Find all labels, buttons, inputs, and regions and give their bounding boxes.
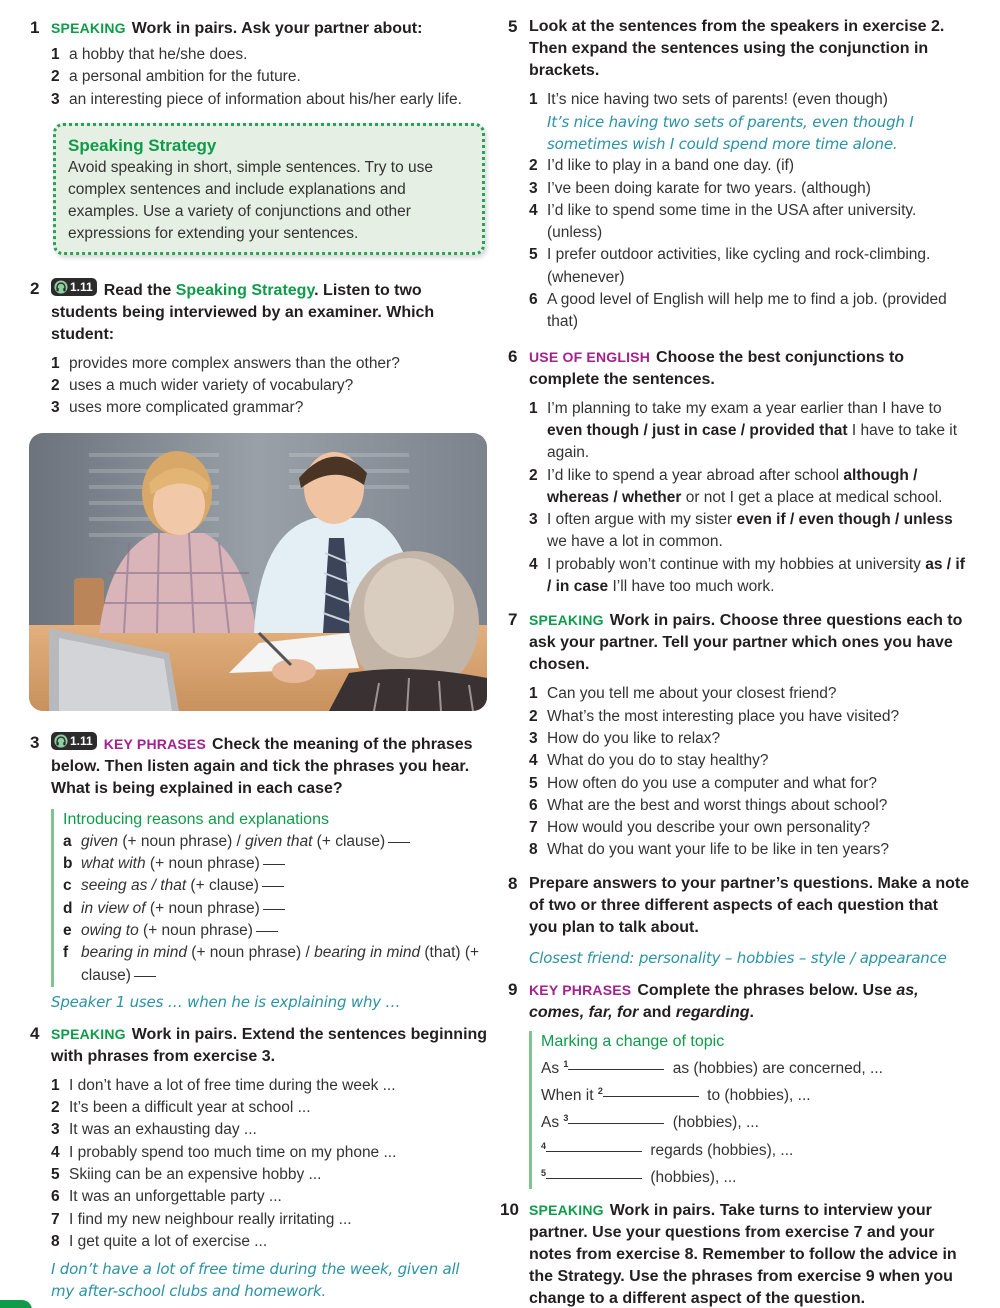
exercise-4-list [51, 1075, 492, 1253]
list-item: 1 I’m planning to take my exam a year earlier than I have to even though / just in case / provided that I have to take it again. [529, 399, 958, 462]
exercise-4 [30, 1023, 492, 1302]
list-item: 7 How would you describe your own personality? [529, 819, 871, 837]
list-item: a given (+ noun phrase) / given that (+ clause) [63, 831, 492, 853]
use-of-english-tag: USE OF ENGLISH [529, 348, 651, 365]
tick-blank[interactable] [256, 931, 278, 932]
exercise-instruction: Prepare answers to your partner’s questions. Make a note of two or three different aspects of each question that you plan to talk about. [529, 874, 970, 936]
key-phrases-box [51, 809, 492, 987]
list-item: 2 I’d like to spend a year abroad after school although / whereas / whether or not I get a place at medical school. [529, 466, 943, 506]
exercise-6 [508, 346, 970, 599]
exercise-instruction: Look at the sentences from the speakers in exercise 2. Then expand the sentences using the conjunction in brackets. [529, 18, 945, 79]
speaking-tag: SPEAKING [51, 1025, 126, 1042]
headphones-icon [54, 280, 68, 294]
exercise-2 [30, 278, 492, 420]
list-item: 2 It’s been a difficult year at school ... [51, 1099, 311, 1117]
exercise-6-list [529, 398, 970, 599]
answer-gap[interactable] [568, 1123, 664, 1124]
list-item: 2 uses a much wider variety of vocabulary? [51, 377, 354, 395]
exercise-number: 7 [508, 610, 518, 630]
conjunction-options[interactable]: even if / even though / unless [736, 511, 953, 529]
speaking-tag: SPEAKING [51, 20, 126, 36]
list-item: 1 provides more complex answers than the other? [51, 354, 400, 372]
list-item: 4 I’d like to spend some time in the USA after university. (unless) [529, 201, 917, 242]
exercise-2-list [51, 353, 492, 420]
list-item: 6 A good level of English will help me to find a job. (provided that) [529, 291, 947, 331]
list-item: 3 How do you like to relax? [529, 729, 721, 747]
speaking-tag: SPEAKING [529, 612, 604, 629]
phrase-row: As $^3$ (hobbies), ... [541, 1113, 759, 1132]
list-item: 6 What are the best and worst things about school? [529, 796, 888, 814]
key-phrases-list [63, 831, 492, 987]
exercise-instruction: SPEAKING Work in pairs. Ask your partner about: [51, 20, 423, 37]
exercise-number: 3 [30, 732, 40, 752]
list-item: 3 an interesting piece of information about his/her early life. [51, 90, 462, 108]
example-answer: I don’t have a lot of free time during the week, given all my after-school clubs and homework. [51, 1260, 460, 1301]
list-item: 4 I probably won’t continue with my hobbies at university as / if / in case I’ll have too much work. [529, 555, 965, 596]
list-item: f bearing in mind (+ noun phrase) / bearing in mind (that) (+ clause) [63, 944, 480, 984]
list-item: 3 I often argue with my sister even if / even though / unless we have a lot in common. [529, 511, 953, 551]
list-item: 3 I’ve been doing karate for two years. (although) [529, 179, 871, 197]
list-item: 3 It was an exhausting day ... [51, 1121, 257, 1139]
speaking-tag: SPEAKING [529, 1202, 604, 1219]
exercise-instruction: 1.11 KEY PHRASES Check the meaning of the phrases below. Then listen again and tick the phrases you hear. What is being explained in each case? [51, 733, 473, 797]
tick-blank[interactable] [388, 842, 410, 843]
right-column [500, 0, 970, 1308]
list-item: 5 I prefer outdoor activities, like cycling and rock-climbing. (whenever) [529, 246, 931, 286]
strategy-title: Speaking Strategy [68, 135, 217, 155]
interview-illustration [29, 433, 487, 711]
list-item: 3 uses more complicated grammar? [51, 399, 304, 417]
tick-blank[interactable] [263, 909, 285, 910]
exercise-1-list [51, 44, 492, 111]
interview-photo [29, 433, 487, 711]
key-phrases-title: Introducing reasons and explanations [63, 810, 329, 828]
exercise-9 [508, 979, 970, 1189]
list-item: 5 How often do you use a computer and what for? [529, 774, 878, 792]
list-item: 6 It was an unforgettable party ... [51, 1188, 282, 1206]
list-item: e owing to (+ noun phrase) [63, 920, 492, 942]
exercise-instruction: SPEAKING Work in pairs. Choose three questions each to ask your partner. Tell your partner which ones you have chosen. [529, 612, 963, 674]
list-item: 1 I don’t have a lot of free time during the week ... [51, 1076, 396, 1094]
exercise-instruction: 1.11 Read the Speaking Strategy. Listen to two students being interviewed by an examiner. Which student: [51, 279, 435, 343]
answer-gap[interactable] [546, 1151, 642, 1152]
tick-blank[interactable] [263, 864, 285, 865]
key-phrases-tag: KEY PHRASES [529, 981, 632, 998]
example-answer: It’s nice having two sets of parents, even though I sometimes wish I could spend more time alone. [547, 113, 914, 154]
strategy-body: Avoid speaking in short, simple sentences. Try to use complex sentences and include explanations and examples. Use a variety of conjunctions and other expressions for extending your sentences. [68, 158, 434, 242]
list-item: 2 a personal ambition for the future. [51, 68, 301, 86]
conjunction-options[interactable]: as / if / in case [547, 555, 965, 596]
exercise-number: 10 [500, 1200, 519, 1220]
exercise-number: 2 [30, 278, 40, 298]
exercise-number: 1 [30, 18, 40, 37]
list-item: 1 a hobby that he/she does. [51, 46, 248, 63]
phrase-row: As $^1$ as (hobbies) are concerned, ... [541, 1058, 883, 1077]
tick-blank[interactable] [262, 886, 284, 887]
phrase-row: $^4$ regards (hobbies), ... [541, 1140, 794, 1159]
phrase-row: $^5$ (hobbies), ... [541, 1167, 737, 1186]
example-answer: Closest friend: personality – hobbies – style / appearance [529, 948, 947, 967]
list-item: d in view of (+ noun phrase) [63, 898, 492, 920]
exercise-instruction: KEY PHRASES Complete the phrases below. Use as, comes, far, for and regarding. [529, 981, 919, 1021]
list-item: 2 What’s the most interesting place you have visited? [529, 707, 900, 725]
answer-gap[interactable] [546, 1178, 642, 1179]
speaking-strategy-box [53, 123, 485, 255]
page-footer-tab [0, 1300, 32, 1308]
strategy-link: Speaking Strategy [175, 281, 315, 299]
exercise-number: 4 [30, 1023, 40, 1043]
list-item: 1 Can you tell me about your closest friend? [529, 685, 837, 703]
exercise-3 [30, 732, 492, 1013]
exercise-instruction: SPEAKING Work in pairs. Extend the sentences beginning with phrases from exercise 3. [51, 1025, 488, 1065]
change-of-topic-title: Marking a change of topic [541, 1032, 725, 1050]
audio-track-button[interactable]: 1.11 [51, 732, 97, 750]
exercise-instruction: USE OF ENGLISH Choose the best conjunctions to complete the sentences. [529, 348, 905, 388]
conjunction-options[interactable]: although / whereas / whether [547, 466, 918, 506]
key-phrases-tag: KEY PHRASES [103, 735, 207, 752]
list-item: 2 I’d like to play in a band one day. (if) [529, 157, 794, 175]
list-item: 5 Skiing can be an expensive hobby ... [51, 1166, 322, 1184]
left-column [30, 0, 492, 1302]
headphones-icon [54, 734, 68, 748]
list-item: 8 I get quite a lot of exercise ... [51, 1232, 268, 1250]
list-item: 8 What do you want your life to be like in ten years? [529, 841, 890, 859]
list-item: 4 I probably spend too much time on my phone ... [51, 1143, 397, 1161]
list-item: 7 I find my new neighbour really irritating ... [51, 1210, 352, 1228]
tick-blank[interactable] [134, 976, 156, 977]
audio-track-button[interactable]: 1.11 [51, 278, 97, 296]
exercise-5-list [529, 89, 970, 334]
phrase-row: When it $^2$ to (hobbies), ... [541, 1086, 811, 1105]
exercise-instruction: SPEAKING Work in pairs. Take turns to interview your partner. Use your questions from exercise 7 and your notes from exercise 8. Remember to follow the advice in the Strategy. Use the phrases from exercise 9 when you change to a different aspect of the question. [529, 1202, 957, 1308]
list-item: b what with (+ noun phrase) [63, 853, 492, 875]
exercise-number: 9 [508, 979, 518, 999]
exercise-number: 6 [508, 346, 518, 366]
conjunction-options[interactable]: even though / just in case / provided that [547, 421, 848, 439]
list-item: 1 It’s nice having two sets of parents! (even though) It’s nice having two sets of parents, even though I sometimes wish I could spend more time alone. [529, 89, 970, 155]
change-of-topic-box [529, 1031, 970, 1189]
answer-gap[interactable] [568, 1069, 664, 1070]
exercise-7-list [529, 683, 970, 861]
list-item: c seeing as / that (+ clause) [63, 875, 492, 897]
answer-gap[interactable] [603, 1096, 699, 1097]
list-item: 4 What do you do to stay healthy? [529, 752, 769, 770]
exercise-7 [508, 609, 970, 861]
exercise-number: 5 [508, 17, 518, 36]
exercise-8 [508, 873, 970, 969]
exercise-number: 8 [508, 873, 518, 893]
exercise-5 [508, 16, 970, 334]
example-answer: Speaker 1 uses … when he is explaining why … [51, 992, 401, 1011]
exercise-10 [500, 1199, 970, 1308]
exercise-1 [30, 17, 492, 255]
